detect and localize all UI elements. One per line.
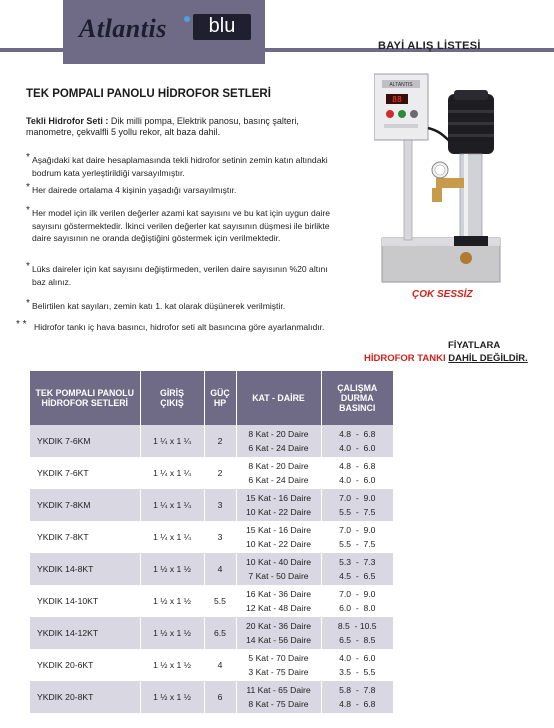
header-basinc: ÇALIŞMA DURMA BASINCI: [321, 371, 393, 425]
note-2: [26, 184, 332, 197]
cell-guc: 6.5: [204, 617, 236, 649]
note-2-text: Her dairede ortalama 4 kişinin yaşadığı varsayılmıştır.: [32, 185, 237, 195]
cell-model: YKDIK 7-6KT: [30, 457, 140, 489]
cell-model: YKDIK 14-12KT: [30, 617, 140, 649]
header-giris: GİRİŞ ÇIKIŞ: [140, 371, 204, 425]
table-row: [30, 489, 393, 521]
panel-display-readout: 88: [392, 95, 402, 104]
cell-giris: 1 ¼ x 1 ¼: [140, 425, 204, 457]
intro-label: Tekli Hidrofor Seti :: [26, 116, 109, 126]
cell-basinc: 7.0 - 9.0 5.5 - 7.5: [321, 521, 393, 553]
cell-kat: 20 Kat - 36 Daire 14 Kat - 56 Daire: [236, 617, 321, 649]
table-row: [30, 617, 393, 649]
cell-basinc: 4.8 - 6.8 4.0 - 6.0: [321, 457, 393, 489]
cell-basinc: 7.0 - 9.0 6.0 - 8.0: [321, 585, 393, 617]
note-6-text: Hidrofor tankı iç hava basıncı, hidrofor seti alt basıncına göre ayarlanmalıdır.: [34, 322, 325, 332]
cell-giris: 1 ¼ x 1 ¼: [140, 521, 204, 553]
cell-giris: 1 ¼ x 1 ¼: [140, 457, 204, 489]
cell-kat: 16 Kat - 36 Daire 12 Kat - 48 Daire: [236, 585, 321, 617]
cell-guc: 3: [204, 521, 236, 553]
silent-caption: ÇOK SESSİZ: [412, 289, 473, 300]
cell-kat: 8 Kat - 20 Daire 6 Kat - 24 Daire: [236, 457, 321, 489]
cell-guc: 4: [204, 649, 236, 681]
cell-giris: 1 ¼ x 1 ¼: [140, 489, 204, 521]
brand-logo: [63, 0, 265, 64]
price-list-title: BAYİ ALIŞ LİSTESİ: [378, 40, 481, 52]
cell-giris: 1 ½ x 1 ½: [140, 553, 204, 585]
table-row: [30, 457, 393, 489]
note-5-text: Belirtilen kat sayıları, zemin katı 1. kat olarak düşünerek verilmiştir.: [32, 301, 286, 311]
cell-model: YKDIK 20-8KT: [30, 681, 140, 713]
note-4-star: *: [26, 261, 30, 272]
cell-giris: 1 ½ x 1 ½: [140, 585, 204, 617]
cell-kat: 11 Kat - 65 Daire 8 Kat - 75 Daire: [236, 681, 321, 713]
table-row: [30, 521, 393, 553]
brand-sub-badge: blu: [193, 14, 251, 40]
cell-basinc: 7.0 - 9.0 5.5 - 7.5: [321, 489, 393, 521]
cell-model: YKDIK 14-10KT: [30, 585, 140, 617]
cell-guc: 6: [204, 681, 236, 713]
cell-kat: 5 Kat - 70 Daire 3 Kat - 75 Daire: [236, 649, 321, 681]
note-1: [26, 154, 332, 179]
intro-text: Dik milli pompa, Elektrik panosu, basınç şalteri, manometre, çekvalfli 5 yollu rekor, alt baza dahil.: [26, 116, 299, 137]
header-guc: GÜÇ HP: [204, 371, 236, 425]
table-row: [30, 585, 393, 617]
price-note-tank: HİDROFOR TANKI: [364, 353, 446, 364]
cell-guc: 5.5: [204, 585, 236, 617]
note-1-star: *: [26, 152, 30, 163]
spec-table: [30, 371, 393, 713]
section-title: TEK POMPALI PANOLU HİDROFOR SETLERİ: [26, 88, 271, 100]
cell-giris: 1 ½ x 1 ½: [140, 649, 204, 681]
table-row: [30, 553, 393, 585]
cell-basinc: 8.5 - 10.5 6.5 - 8.5: [321, 617, 393, 649]
note-3-star: *: [26, 205, 30, 216]
header-rule-left: [0, 48, 63, 52]
table-body: [30, 425, 393, 713]
price-note-line1: FİYATLARA: [448, 340, 501, 351]
hydrophore-set-image: [374, 70, 508, 290]
note-3-text: Her model için ilk verilen değerler azami kat sayısını ve bu kat için uygun daire sayısını göstermektedir. İkinci verilen değerler kat sayısının düşmesi ile birlikte daire sayısının ne oranda değiştiğini göstermek için verilmektedir.: [32, 208, 331, 243]
cell-guc: 3: [204, 489, 236, 521]
note-5-star: *: [26, 298, 30, 309]
price-note-line2: [364, 353, 528, 364]
cell-kat: 8 Kat - 20 Daire 6 Kat - 24 Daire: [236, 425, 321, 457]
cell-model: YKDIK 7-8KT: [30, 521, 140, 553]
cell-giris: 1 ½ x 1 ½: [140, 681, 204, 713]
cell-basinc: 5.8 - 7.8 4.8 - 6.8: [321, 681, 393, 713]
table-row: [30, 681, 393, 713]
note-5: [26, 300, 356, 313]
panel-brand-label: ALTANTIS: [389, 82, 413, 88]
cell-model: YKDIK 20-6KT: [30, 649, 140, 681]
cell-kat: 10 Kat - 40 Daire 7 Kat - 50 Daire: [236, 553, 321, 585]
note-4: [26, 263, 332, 288]
cell-model: YKDIK 14-8KT: [30, 553, 140, 585]
header-model: TEK POMPALI PANOLU HİDROFOR SETLERİ: [30, 371, 140, 425]
cell-basinc: 4.8 - 6.8 4.0 - 6.0: [321, 425, 393, 457]
note-3: [26, 207, 332, 245]
cell-guc: 2: [204, 457, 236, 489]
cell-giris: 1 ½ x 1 ½: [140, 617, 204, 649]
cell-model: YKDIK 7-6KM: [30, 425, 140, 457]
cell-guc: 4: [204, 553, 236, 585]
brand-name: Atlantis: [79, 14, 167, 43]
price-note-excluded: DAHİL DEĞİLDİR.: [448, 353, 528, 364]
cell-basinc: 5.3 - 7.3 4.5 - 6.5: [321, 553, 393, 585]
note-1-text: Aşağıdaki kat daire hesaplamasında tekli hidrofor setinin zemin katın altındaki bodrum kata yerleştirildiği varsayılmıştır.: [32, 155, 328, 178]
cell-basinc: 4.0 - 6.0 3.5 - 5.5: [321, 649, 393, 681]
header-kat: KAT - DAİRE: [236, 371, 321, 425]
note-6-star: * *: [16, 319, 27, 330]
note-6: [16, 321, 366, 334]
cell-guc: 2: [204, 425, 236, 457]
table-row: [30, 425, 393, 457]
cell-kat: 15 Kat - 16 Daire 10 Kat - 22 Daire: [236, 489, 321, 521]
note-2-star: *: [26, 182, 30, 193]
table-row: [30, 649, 393, 681]
cell-model: YKDIK 7-8KM: [30, 489, 140, 521]
note-4-text: Lüks daireler için kat sayısını değiştirmeden, verilen daire sayısının %20 altını baz alınız.: [32, 264, 328, 287]
table-header-row: [30, 371, 393, 425]
intro-paragraph: [26, 116, 326, 138]
cell-kat: 15 Kat - 16 Daire 10 Kat - 22 Daire: [236, 521, 321, 553]
